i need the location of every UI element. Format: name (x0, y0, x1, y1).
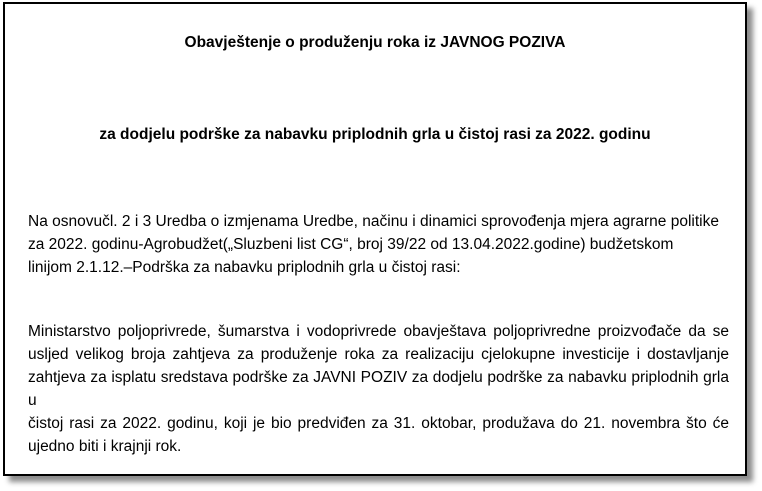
paragraph-line: usljed velikog broja zahtjeva za produženje roka za realizaciju cjelokupne investicije i dostavljanje (28, 346, 729, 363)
paragraph-line: Ministarstvo poljoprivrede, šumarstva i vodoprivrede obavještava poljoprivredne proizvođače da se (28, 323, 729, 340)
paragraph-line: za 2022. godinu-Agrobudžet(„Sluzbeni list CG“, broj 39/22 od 13.04.2022.godine) budžetskom (28, 236, 674, 253)
paragraph-line: Na osnovučl. 2 i 3 Uredba o izmjenama Uredbe, načinu i dinamici sprovođenja mjera agrarne politike (28, 213, 719, 230)
paragraph-line: linijom 2.1.12.–Podrška za nabavku priplodnih grla u čistoj rasi: (28, 259, 461, 276)
notice-frame (3, 2, 747, 476)
legal-basis-paragraph (28, 210, 729, 279)
notice-title: Obavještenje o produženju roka iz JAVNOG POZIVA (184, 34, 566, 51)
paragraph-line: zahtjeva za isplatu sredstava podrške za JAVNI POZIV za dodjelu podrške za nabavku priplodnih grla u (28, 369, 729, 409)
paragraph-line: ujedno biti i krajnji rok. (28, 438, 182, 455)
notice-subtitle: za dodjelu podrške za nabavku priplodnih grla u čistoj rasi za 2022. godinu (99, 126, 651, 143)
paragraph-line: čistoj rasi za 2022. godinu, koji je bio predviđen za 31. oktobar, produžava do 21. novembra što će (28, 415, 729, 432)
announcement-paragraph (28, 320, 729, 458)
